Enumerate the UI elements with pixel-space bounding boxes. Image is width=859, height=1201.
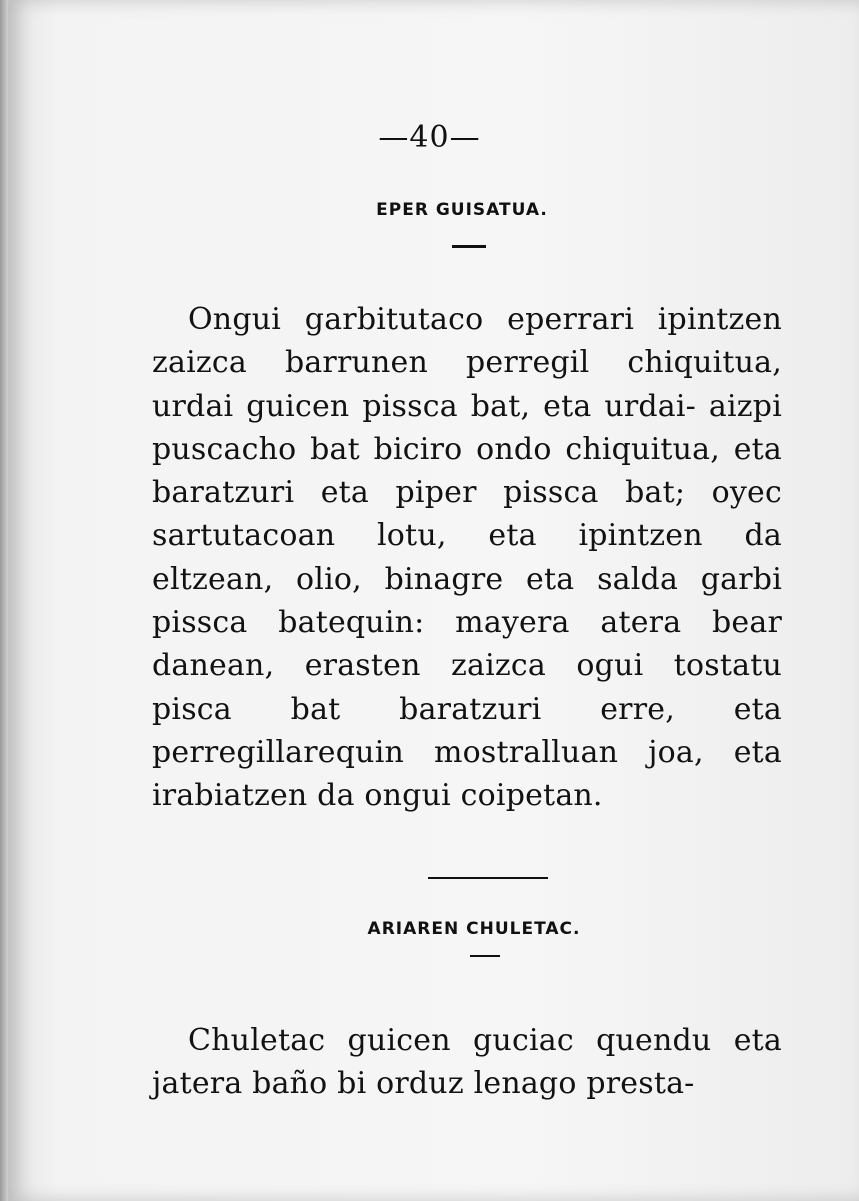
page-gutter	[0, 0, 8, 1201]
title-underline-second	[470, 955, 500, 957]
section-title-eper-guisatua: EPER GUISATUA.	[376, 200, 548, 220]
section-title-ariaren-chuletac: ARIAREN CHULETAC.	[367, 919, 581, 939]
recipe-paragraph-ariaren-chuletac: Chuletac guicen guciac quendu eta jatera baño bi orduz lenago presta-	[152, 1023, 782, 1102]
section-divider	[428, 877, 548, 879]
page-number: —40—	[378, 120, 481, 155]
recipe-paragraph-eper-guisatua: Ongui garbitutaco eperrari ipintzen zaizca barrunen perregil chiquitua, urdai guicen pissca bat, eta urdai- aizpi puscacho bat biciro ondo chiquitua, eta baratzuri eta piper pissca bat; oyec sartutacoan lotu, eta ipintzen da eltzean, olio, binagre eta salda garbi pissca batequin: mayera atera bear danean, erasten zaizca ogui tostatu pisca bat baratzuri erre, eta perregillarequin mostralluan joa, eta irabiatzen da ongui coipetan.	[152, 302, 782, 814]
title-underline	[452, 245, 486, 248]
